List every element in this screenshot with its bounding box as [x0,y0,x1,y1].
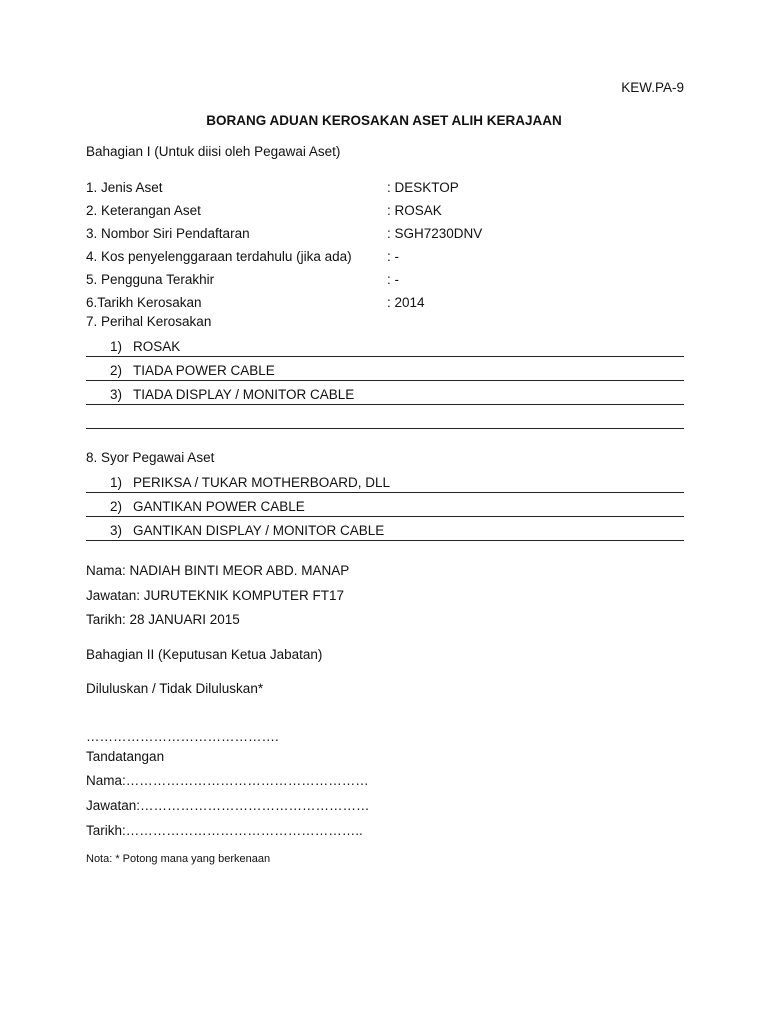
damage-item-number: 2) [110,363,123,378]
recommend-heading: 8. Syor Pegawai Aset [86,450,215,465]
field-value-serial-number: : SGH7230DNV [387,226,483,241]
field-label-serial-number: 3. Nombor Siri Pendaftaran [86,226,250,241]
signature-line: ……………………………………. [86,729,279,744]
field-label-asset-description: 2. Keterangan Aset [86,203,201,218]
form-title: BORANG ADUAN KEROSAKAN ASET ALIH KERAJAAN [206,113,562,128]
recommend-item-number: 3) [110,523,123,538]
field-value-previous-maintenance-cost: : - [387,249,399,264]
recommend-item [86,516,684,541]
sign-position-field: Jawatan:…………………………………………… [86,798,370,813]
field-label-last-user: 5. Pengguna Terakhir [86,272,215,287]
damage-item-text: ROSAK [133,339,181,354]
officer-name: Nama: NADIAH BINTI MEOR ABD. MANAP [86,563,350,578]
recommend-item [86,468,684,493]
part1-heading: Bahagian I (Untuk diisi oleh Pegawai Aset) [86,144,341,159]
recommend-item-text: PERIKSA / TUKAR MOTHERBOARD, DLL [133,475,391,490]
field-value-asset-description: : ROSAK [387,203,442,218]
damage-item [86,356,684,381]
footnote: Nota: * Potong mana yang berkenaan [86,853,271,865]
sign-name-field: Nama:……………………………………………… [86,773,369,788]
recommend-item-text: GANTIKAN POWER CABLE [133,499,305,514]
decision-text: Diluluskan / Tidak Diluluskan* [86,681,264,696]
recommend-item-number: 1) [110,475,123,490]
sign-date-field: Tarikh:…………………………………………….. [86,823,363,838]
recommend-item-text: GANTIKAN DISPLAY / MONITOR CABLE [133,523,385,538]
officer-position: Jawatan: JURUTEKNIK KOMPUTER FT17 [86,588,345,603]
damage-item [86,332,684,357]
damage-item-number: 3) [110,387,123,402]
signature-label: Tandatangan [86,749,165,764]
field-label-asset-type: 1. Jenis Aset [86,180,163,195]
damage-item-number: 1) [110,339,123,354]
field-label-damage-date: 6.Tarikh Kerosakan [86,295,202,310]
recommend-item-number: 2) [110,499,123,514]
damage-item-text: TIADA DISPLAY / MONITOR CABLE [133,387,355,402]
damage-blank-line [86,404,684,429]
field-value-last-user: : - [387,272,399,287]
damage-heading: 7. Perihal Kerosakan [86,314,212,329]
field-label-previous-maintenance-cost: 4. Kos penyelenggaraan terdahulu (jika ada) [86,249,352,264]
field-value-damage-date: : 2014 [387,295,425,310]
recommend-item [86,492,684,517]
field-value-asset-type: : DESKTOP [387,180,459,195]
damage-item-text: TIADA POWER CABLE [133,363,275,378]
part2-heading: Bahagian II (Keputusan Ketua Jabatan) [86,647,323,662]
officer-date: Tarikh: 28 JANUARI 2015 [86,612,240,627]
form-code: KEW.PA-9 [621,80,684,95]
damage-item [86,380,684,405]
